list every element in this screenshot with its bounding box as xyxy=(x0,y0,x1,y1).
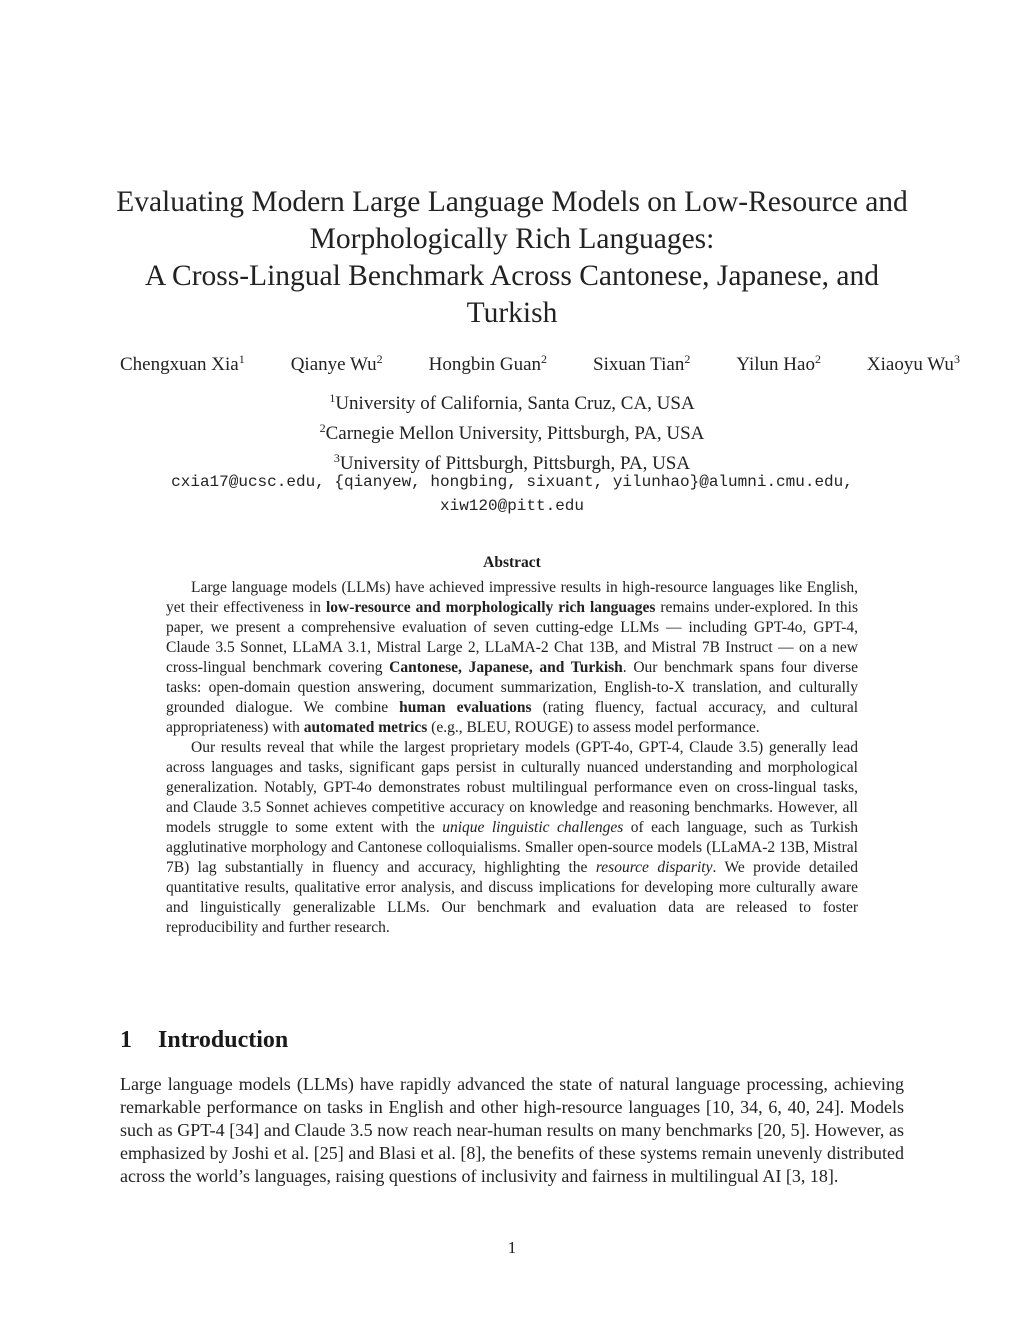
italic-text: resource disparity xyxy=(595,859,713,876)
author-name: Hongbin Guan xyxy=(428,354,542,375)
affiliation-number: 2 xyxy=(319,421,326,435)
text-run: (rating fluency, factual accuracy, and cultural appropriateness) with xyxy=(166,699,858,736)
text-run: . Our benchmark spans four diverse tasks: open-domain question answering, document summarization, English-to-X translation, and culturally grounded dialogue. We combine xyxy=(166,659,858,716)
affiliation-text: University of California, Santa Cruz, CA, USA xyxy=(335,393,695,414)
text-run: of each language, such as Turkish agglutinative morphology and Cantonese colloquialisms. Smaller open-source models (LLaMA-2 13B, Mistral 7B) lag substantially in fluency and accuracy, highlighting the xyxy=(166,819,858,876)
text-run: remains under-explored. In this paper, we present a comprehensive evaluation of seven cutting-edge LLMs — including GPT-4o, GPT-4, Claude 3.5 Sonnet, LLaMA 3.1, Mistral Large 2, LLaMA-2 Chat 13B, and Mistral 7B Instruct — on a new cross-lingual benchmark covering xyxy=(166,599,858,676)
author-affiliation-mark: 2 xyxy=(376,352,383,366)
email-line: cxia17@ucsc.edu, {qianyew, hongbing, sixuant, yilunhao}@alumni.cmu.edu, xyxy=(171,473,853,491)
title-line: Morphologically Rich Languages: xyxy=(309,223,715,255)
title-line: Turkish xyxy=(466,297,558,329)
author-affiliation-mark: 3 xyxy=(953,352,960,366)
abstract-paragraph xyxy=(166,578,858,738)
affiliation xyxy=(200,386,824,416)
affiliation-number: 3 xyxy=(333,451,340,465)
bold-text: automated metrics xyxy=(303,719,428,736)
title-line: Evaluating Modern Large Language Models on Low-Resource and xyxy=(116,186,908,218)
italic-text: unique linguistic challenges xyxy=(442,819,624,836)
author-name: Yilun Hao xyxy=(736,354,815,375)
author-affiliation-mark: 2 xyxy=(684,352,691,366)
affiliation-number: 1 xyxy=(329,391,336,405)
author-affiliation-mark: 1 xyxy=(238,352,245,366)
affiliation-text: Carnegie Mellon University, Pittsburgh, PA, USA xyxy=(325,423,705,444)
author xyxy=(593,352,690,376)
email-line: xiw120@pitt.edu xyxy=(439,497,585,515)
title-line: A Cross-Lingual Benchmark Across Cantonese, Japanese, and xyxy=(144,260,880,292)
author xyxy=(120,352,245,376)
bold-text: low-resource and morphologically rich languages xyxy=(326,599,656,616)
author-affiliation-mark: 2 xyxy=(814,352,821,366)
author-name: Chengxuan Xia xyxy=(120,354,239,375)
introduction-paragraph: Large language models (LLMs) have rapidly advanced the state of natural language processing, achieving remarkable performance on tasks in English and other high-resource languages [10, 34, 6, 40, 24]. Models such as GPT-4 [34] and Claude 3.5 now reach near-human results on many benchmarks [20, 5]. However, as emphasized by Joshi et al. [25] and Blasi et al. [8], the benefits of these systems remain unevenly distributed across the world’s languages, raising questions of inclusivity and fairness in multilingual AI [3, 18]. xyxy=(120,1074,904,1186)
author-list xyxy=(120,352,960,376)
author xyxy=(291,352,383,376)
bold-text: human evaluations xyxy=(399,699,532,716)
paper-title xyxy=(80,184,944,332)
author-name: Qianye Wu xyxy=(290,354,377,375)
text-run: Large language models (LLMs) have achieved impressive results in high-resource languages like English, yet their effectiveness in xyxy=(166,579,858,616)
abstract-body xyxy=(166,578,858,938)
bold-text: Cantonese, Japanese, and Turkish xyxy=(389,659,623,676)
affiliation xyxy=(200,416,824,446)
section-title: Introduction xyxy=(158,1027,289,1053)
author xyxy=(867,352,960,376)
text-run: Our results reveal that while the largest proprietary models (GPT-4o, GPT-4, Claude 3.5) generally lead across languages and tasks, significant gaps persist in culturally nuanced understanding and morphological generalization. Notably, GPT-4o demonstrates robust multilingual performance even on cross-lingual tasks, and Claude 3.5 Sonnet achieves competitive accuracy on knowledge and reasoning benchmarks. However, all models struggle to some extent with the xyxy=(166,739,858,836)
author xyxy=(429,352,547,376)
affiliation-text: University of Pittsburgh, Pittsburgh, PA, USA xyxy=(339,453,691,474)
author-name: Sixuan Tian xyxy=(593,354,685,375)
affiliation-list xyxy=(200,386,824,476)
author-name: Xiaoyu Wu xyxy=(866,354,954,375)
abstract-paragraph xyxy=(166,738,858,938)
section-number: 1 xyxy=(120,1027,132,1053)
text-run: . We provide detailed quantitative results, qualitative error analysis, and discuss implications for developing more culturally aware and linguistically generalizable LLMs. Our benchmark and evaluation data are released to foster reproducibility and further research. xyxy=(166,859,858,936)
section-heading-introduction xyxy=(120,1027,720,1054)
author-emails xyxy=(100,470,924,518)
author-affiliation-mark: 2 xyxy=(541,352,548,366)
text-run: (e.g., BLEU, ROUGE) to assess model performance. xyxy=(427,719,760,736)
page-number: 1 xyxy=(507,1238,517,1257)
author xyxy=(736,352,821,376)
abstract-heading: Abstract xyxy=(483,554,541,571)
